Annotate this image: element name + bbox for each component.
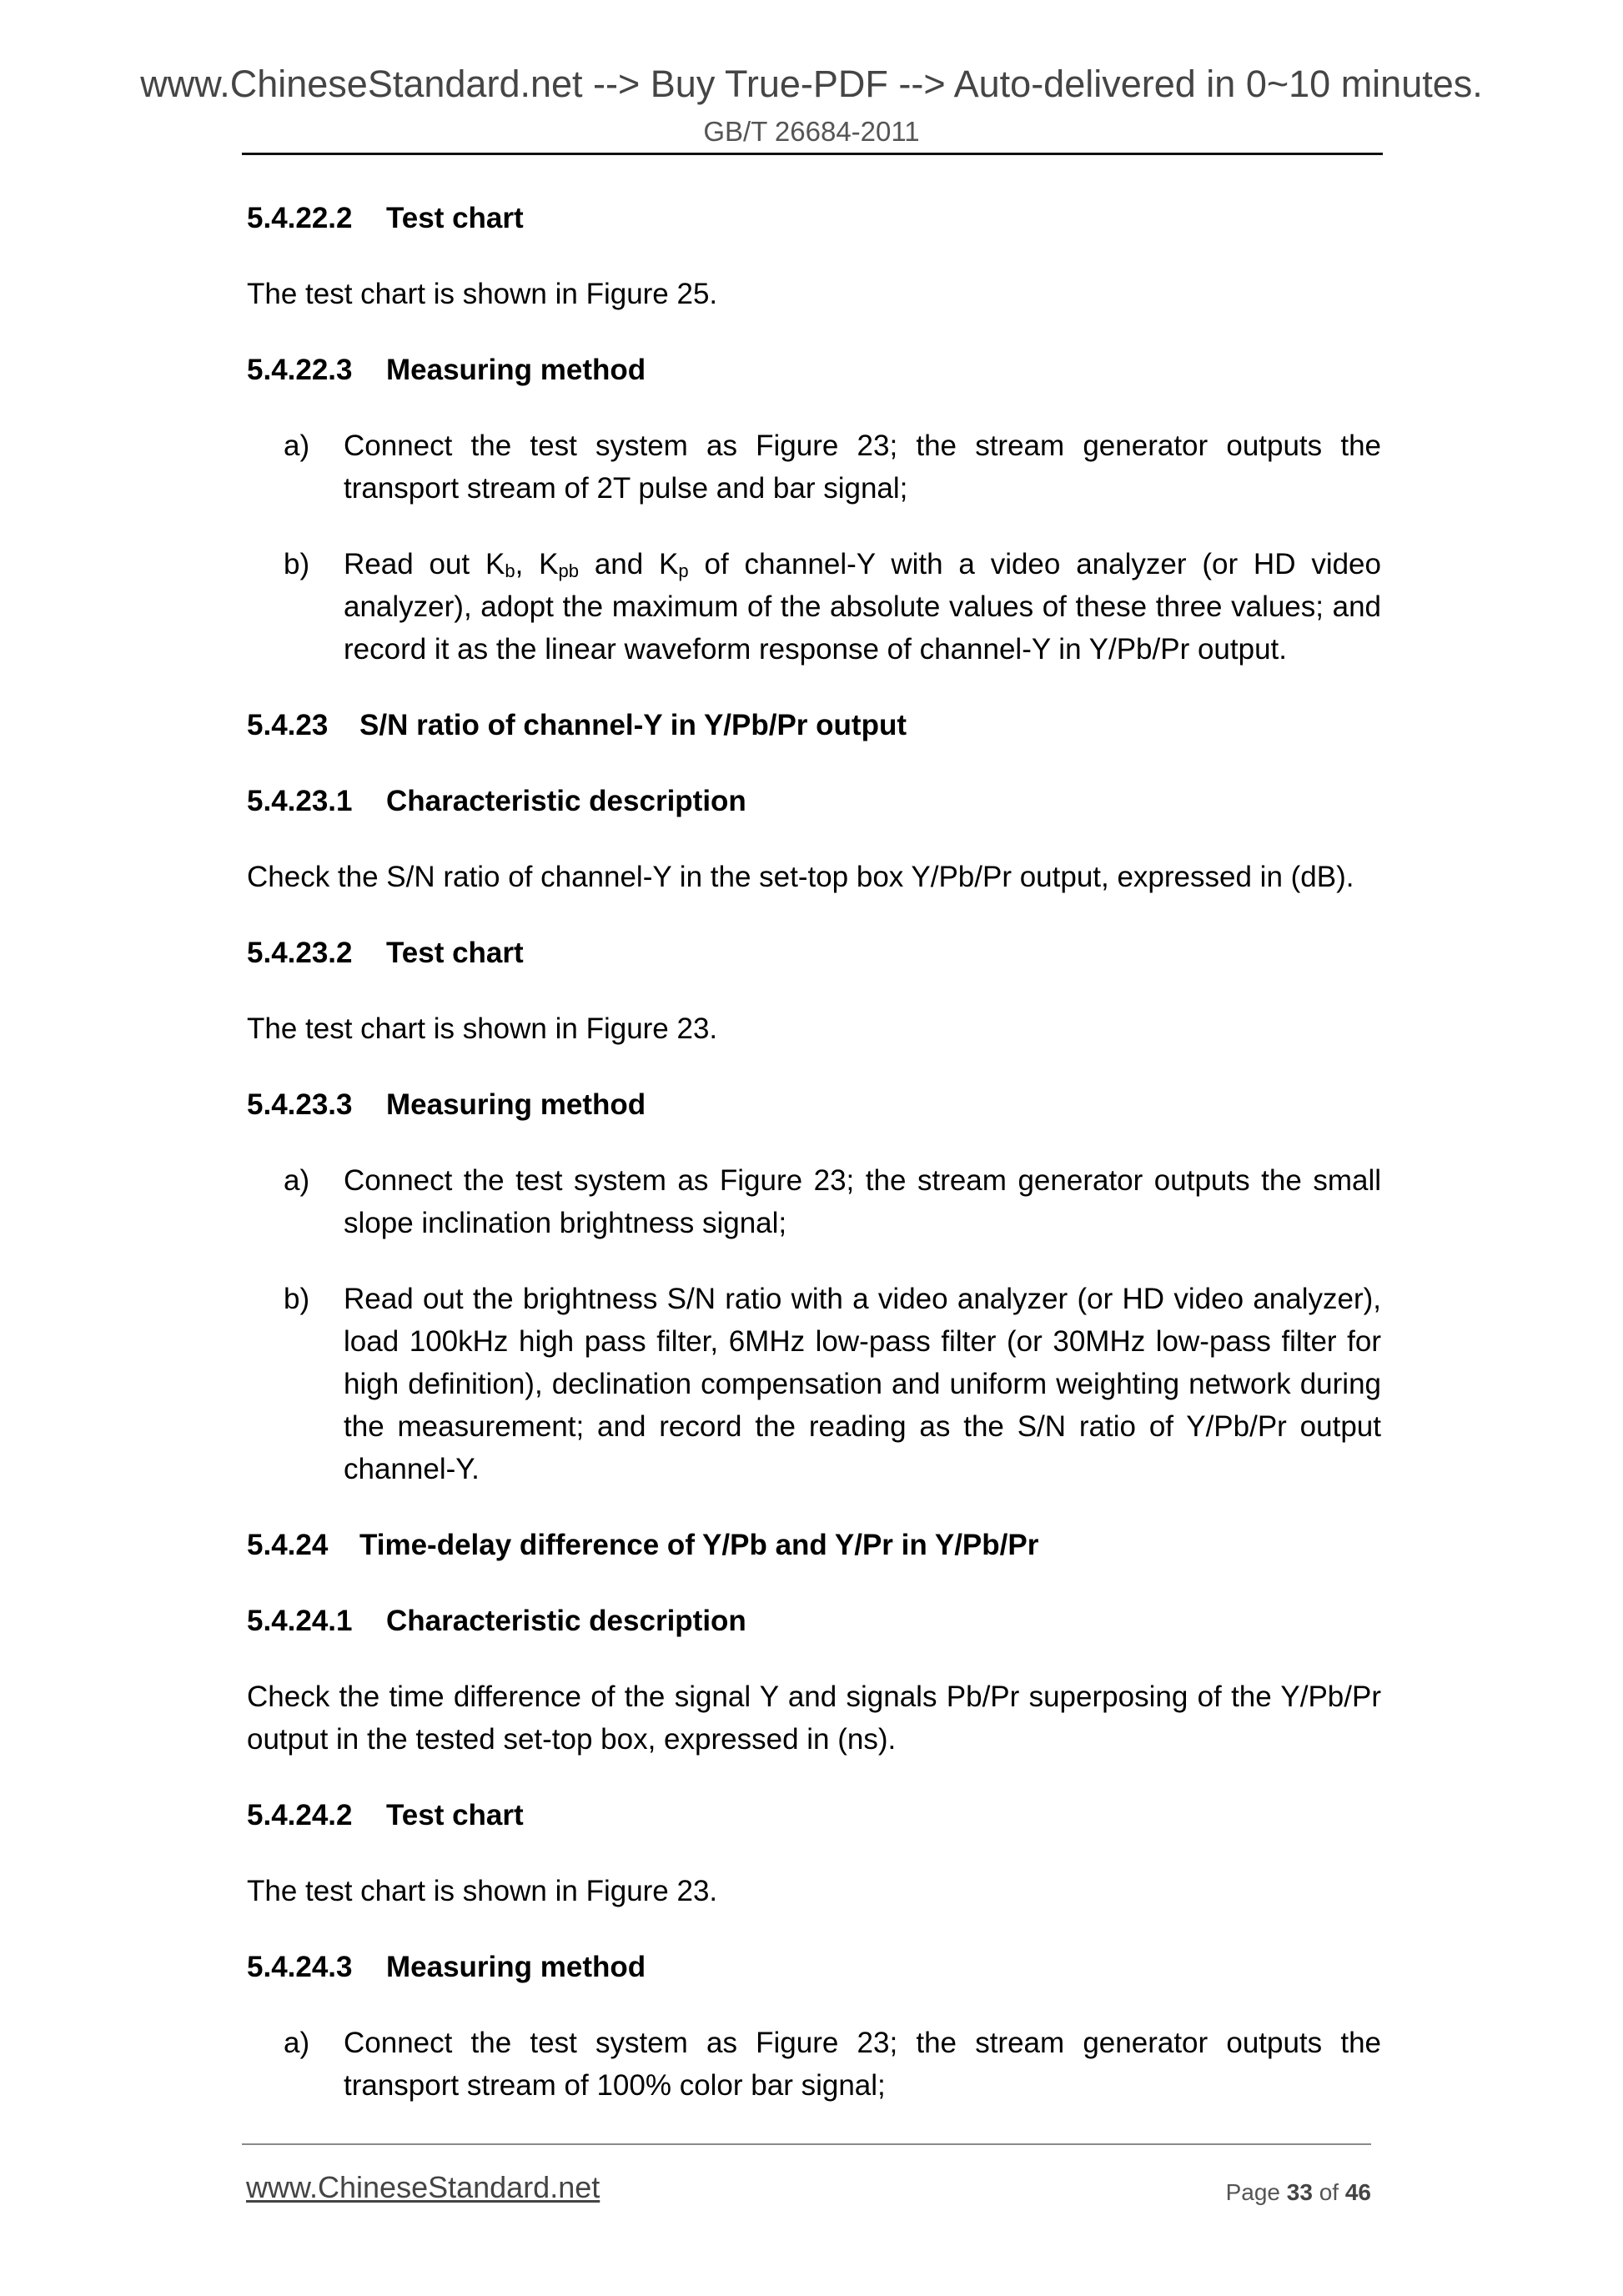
section-number: 5.4.23: [247, 709, 329, 741]
list-item: [247, 425, 1381, 510]
section-title: Test chart: [386, 937, 524, 969]
page-number: Page 33 of 46: [1225, 2179, 1371, 2205]
list-text: Connect the test system as Figure 23; the stream generator outputs the transport stream of 100% color bar signal;: [344, 2027, 1381, 2102]
section-heading-5-4-23-3: [247, 1083, 1381, 1126]
footer-divider: [242, 2143, 1371, 2145]
paragraph: The test chart is shown in Figure 23.: [247, 1012, 718, 1045]
list-label: b): [284, 548, 310, 580]
list-item: [247, 2022, 1381, 2107]
section-title: Measuring method: [386, 1951, 646, 1983]
section-number: 5.4.22.2: [247, 202, 353, 234]
paragraph: Check the time difference of the signal Y and signals Pb/Pr superposing of the Y/Pb/Pr output in the tested set-top box, expressed in (ns).: [247, 1681, 1381, 1756]
list-label: b): [284, 1283, 310, 1315]
list-text: Read out the brightness S/N ratio with a video analyzer (or HD video analyzer), load 100kHz high pass filter, 6MHz low-pass filter (or 30MHz low-pass filter for high definition), declination compensation and uniform weighting network during the measurement; and record the reading as the S/N ratio of Y/Pb/Pr output channel-Y.: [344, 1283, 1381, 1485]
section-heading-5-4-24-1: [247, 1600, 1381, 1642]
total-pages: 46: [1344, 2179, 1371, 2205]
document-body: [247, 197, 1381, 2140]
section-heading-5-4-24: [247, 1524, 1381, 1566]
section-heading-5-4-24-2: [247, 1794, 1381, 1836]
section-number: 5.4.22.3: [247, 354, 353, 386]
subscript: p: [678, 560, 689, 581]
section-title: Measuring method: [386, 1088, 646, 1121]
list-label: a): [284, 1164, 310, 1197]
section-title: S/N ratio of channel-Y in Y/Pb/Pr output: [359, 709, 907, 741]
section-title: Characteristic description: [386, 1605, 746, 1637]
section-number: 5.4.24: [247, 1529, 329, 1561]
section-number: 5.4.23.1: [247, 785, 353, 817]
list-text: Read out $K_b$, $K_{pb}$ and $K_p$ of channel-Y with a video analyzer (or HD video analyzer), adopt the maximum of the absolute values of these three values; and record it as the linear waveform response of channel-Y in Y/Pb/Pr output.: [344, 548, 1381, 666]
list-item: [247, 1159, 1381, 1244]
section-heading-5-4-22-2: [247, 197, 1381, 239]
subscript: pb: [558, 560, 579, 581]
section-title: Measuring method: [386, 354, 646, 386]
paragraph: The test chart is shown in Figure 23.: [247, 1875, 718, 1907]
footer-site-link[interactable]: www.ChineseStandard.net: [246, 2170, 600, 2204]
paragraph: Check the S/N ratio of channel-Y in the set-top box Y/Pb/Pr output, expressed in (dB).: [247, 861, 1354, 893]
section-title: Characteristic description: [386, 785, 746, 817]
paragraph: The test chart is shown in Figure 25.: [247, 278, 718, 310]
list-text: Connect the test system as Figure 23; the stream generator outputs the small slope inclination brightness signal;: [344, 1164, 1381, 1239]
standard-number: GB/T 26684-2011: [703, 116, 920, 147]
list-item: [247, 1278, 1381, 1490]
section-number: 5.4.24.1: [247, 1605, 353, 1637]
list-text: Connect the test system as Figure 23; the stream generator outputs the transport stream of 2T pulse and bar signal;: [344, 430, 1381, 505]
subscript: b: [505, 560, 515, 581]
header-divider: [242, 153, 1383, 155]
section-title: Time-delay difference of Y/Pb and Y/Pr in Y/Pb/Pr: [359, 1529, 1039, 1561]
current-page: 33: [1286, 2179, 1313, 2205]
header-banner: www.ChineseStandard.net --> Buy True-PDF --> Auto-delivered in 0~10 minutes.: [140, 63, 1483, 105]
section-number: 5.4.24.2: [247, 1799, 353, 1831]
section-heading-5-4-23: [247, 704, 1381, 746]
section-number: 5.4.23.3: [247, 1088, 353, 1121]
list-label: a): [284, 430, 310, 462]
section-heading-5-4-22-3: [247, 349, 1381, 391]
section-heading-5-4-23-1: [247, 780, 1381, 822]
section-number: 5.4.24.3: [247, 1951, 353, 1983]
list-label: a): [284, 2027, 310, 2059]
section-title: Test chart: [386, 202, 524, 234]
list-item: [247, 543, 1381, 671]
section-heading-5-4-23-2: [247, 932, 1381, 974]
section-heading-5-4-24-3: [247, 1946, 1381, 1988]
section-title: Test chart: [386, 1799, 524, 1831]
section-number: 5.4.23.2: [247, 937, 353, 969]
